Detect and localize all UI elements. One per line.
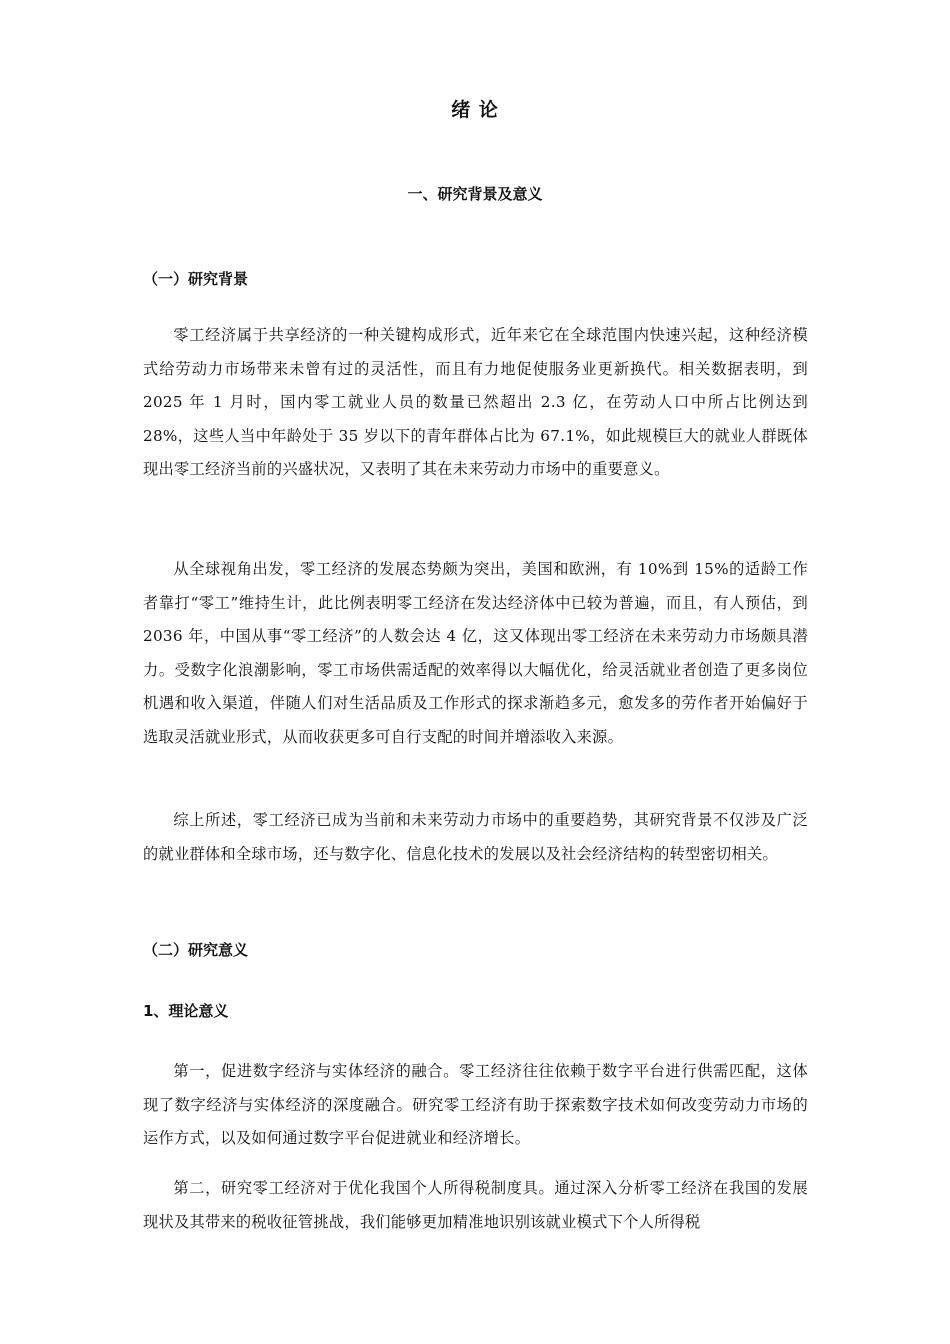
paragraph-4: 第一，促进数字经济与实体经济的融合。零工经济往往依赖于数字平台进行供需匹配，这体现了数字经济与实体经济的深度融合。研究零工经济有助于探索数字技术如何改变劳动力市场的运作方式，以及如何通过数字平台促进就业和经济增长。 [143, 1062, 808, 1147]
subsection-heading-significance: （二）研究意义 [143, 941, 249, 959]
subsection-heading-theory: 1、理论意义 [143, 1002, 229, 1020]
chapter-title: 绪 论 [451, 99, 499, 121]
subsection-heading-background: （一）研究背景 [143, 270, 249, 288]
paragraph-2: 从全球视角出发，零工经济的发展态势颇为突出，美国和欧洲，有 10%到 15%的适龄工作者靠打“零工”维持生计，此比例表明零工经济在发达经济体中已较为普遍，而且，有人预估，到 2036 年，中国从事“零工经济”的人数会达 4 亿，这又体现出零工经济在未来劳动力市场颇具潜力。受数字化浪潮影响，零工市场供需适配的效率得以大幅优化，给灵活就业者创造了更多岗位机遇和收入渠道，伴随人们对生活品质及工作形式的探求渐趋多元，愈发多的劳作者开始偏好于选取灵活就业形式，从而收获更多可自行支配的时间并增添收入来源。 [143, 560, 808, 746]
paragraph-1: 零工经济属于共享经济的一种关键构成形式，近年来它在全球范围内快速兴起，这种经济模式给劳动力市场带来未曾有过的灵活性，而且有力地促使服务业更新换代。相关数据表明，到 2025 年 1 月时，国内零工就业人员的数量已然超出 2.3 亿，在劳动人口中所占比例达到 28%，这些人当中年龄处于 35 岁以下的青年群体占比为 67.1%，如此规模巨大的就业人群既体现出零工经济当前的兴盛状况，又表明了其在未来劳动力市场中的重要意义。 [143, 326, 808, 478]
paragraph-5: 第二，研究零工经济对于优化我国个人所得税制度具。通过深入分析零工经济在我国的发展现状及其带来的税收征管挑战，我们能够更加精准地识别该就业模式下个人所得税 [143, 1179, 808, 1231]
section-heading: 一、研究背景及意义 [407, 185, 543, 203]
paragraph-3: 综上所述，零工经济已成为当前和未来劳动力市场中的重要趋势，其研究背景不仅涉及广泛的就业群体和全球市场，还与数字化、信息化技术的发展以及社会经济结构的转型密切相关。 [143, 811, 808, 863]
